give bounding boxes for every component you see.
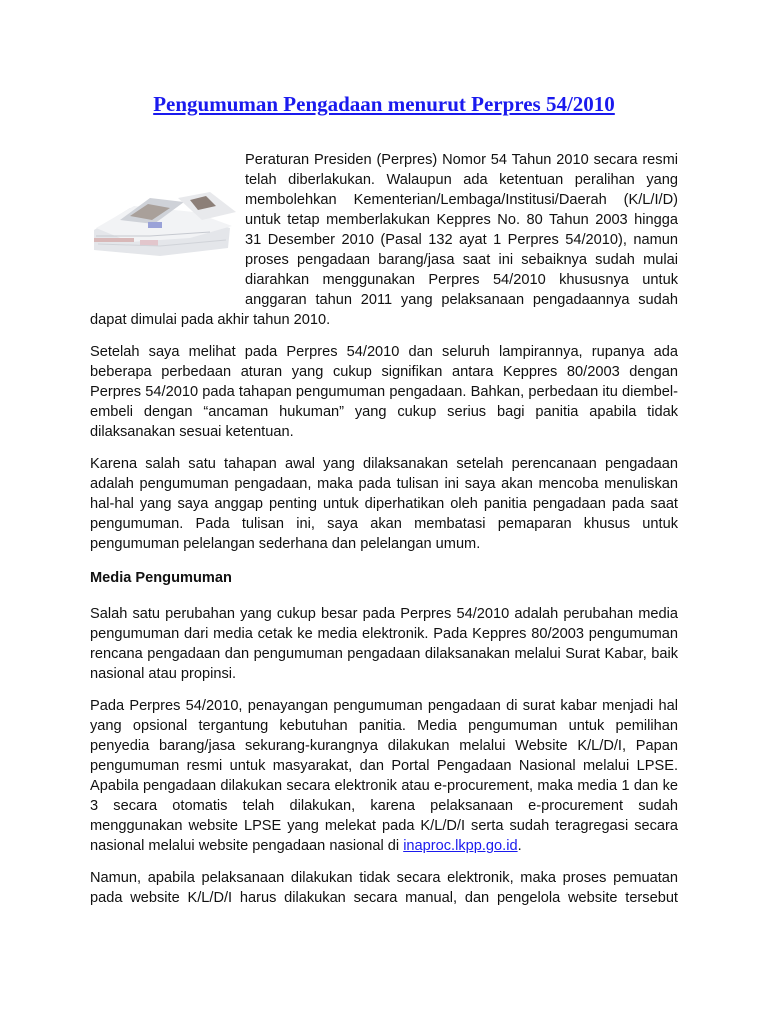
paragraph-3: Karena salah satu tahapan awal yang dilaksanakan setelah perencanaan pengadaan adalah pengumuman pengadaan, maka pada tulisan ini saya akan mencoba menuliskan hal-hal yang saya anggap penting untuk diperhatikan oleh panitia pengadaan pada saat pengumuman. Pada tulisan ini, saya akan membatasi pemaparan khusus untuk pengumuman pelelangan sederhana dan pelelangan umum. xyxy=(90,456,678,552)
document-body xyxy=(90,150,678,920)
paragraph-intro xyxy=(90,150,678,330)
paragraph-intro-text: Peraturan Presiden (Perpres) Nomor 54 Tahun 2010 secara resmi telah diberlakukan. Walaupun ada ketentuan peralihan yang membolehkan Kementerian/Lembaga/Institusi/Daerah (K/L/I/D) untuk tetap memberlakukan Keppres No. 80 Tahun 2003 hingga 31 Desember 2010 (Pasal 132 ayat 1 Perpres 54/2010), namun proses pengadaan barang/jasa saat ini sebaiknya sudah mulai diarahkan menggunakan Perpres 54/2010 khususnya untuk anggaran tahun 2011 yang pelaksanaan pengadaannya sudah dapat dimulai pada akhir tahun 2010. xyxy=(90,152,678,328)
page-title[interactable]: Pengumuman Pengadaan menurut Perpres 54/2010 xyxy=(153,92,615,116)
section-heading: Media Pengumuman xyxy=(90,570,232,586)
paragraph-6: Namun, apabila pelaksanaan dilakukan tidak secara elektronik, maka proses pemuatan pada website K/L/D/I harus dilakukan secara manual, dan pengelola website tersebut xyxy=(90,870,678,906)
paragraph-5 xyxy=(90,696,678,856)
paragraph-4: Salah satu perubahan yang cukup besar pada Perpres 54/2010 adalah perubahan media pengumuman dari media cetak ke media elektronik. Pada Keppres 80/2003 pengumuman rencana pengadaan dan pengumuman pengadaan dilaksanakan melalui Surat Kabar, baik nasional atau propinsi. xyxy=(90,606,678,682)
inaproc-link[interactable]: inaproc.lkpp.go.id xyxy=(403,838,518,854)
paragraph-5-end: . xyxy=(517,838,522,854)
paragraph-2: Setelah saya melihat pada Perpres 54/2010 dan seluruh lampirannya, rupanya ada beberapa perbedaan aturan yang cukup signifikan antara Keppres 80/2003 dengan Perpres 54/2010 pada tahapan pengumuman pengadaan. Bahkan, perbedaan itu diembel-embeli dengan “ancaman hukuman” yang cukup serius bagi panitia apabila tidak dilaksanakan sesuai ketentuan. xyxy=(90,344,678,440)
newspaper-stack-icon xyxy=(90,150,245,310)
paragraph-5-text: Pada Perpres 54/2010, penayangan pengumuman pengadaan di surat kabar menjadi hal yang opsional tergantung kebutuhan panitia. Media pengumuman untuk pemilihan penyedia barang/jasa sekurang-kurangnya dilakukan melalui Website K/L/D/I, Papan pengumuman resmi untuk masyarakat, dan Portal Pengadaan Nasional melalui LPSE. Apabila pengadaan dilakukan secara elektronik atau e-procurement, maka media 1 dan ke 3 secara otomatis telah dilakukan, karena pelaksanaan e-procurement sudah menggunakan website LPSE yang melekat pada K/L/D/I serta sudah teragregasi secara nasional melalui website pengadaan nasional di xyxy=(90,698,678,854)
